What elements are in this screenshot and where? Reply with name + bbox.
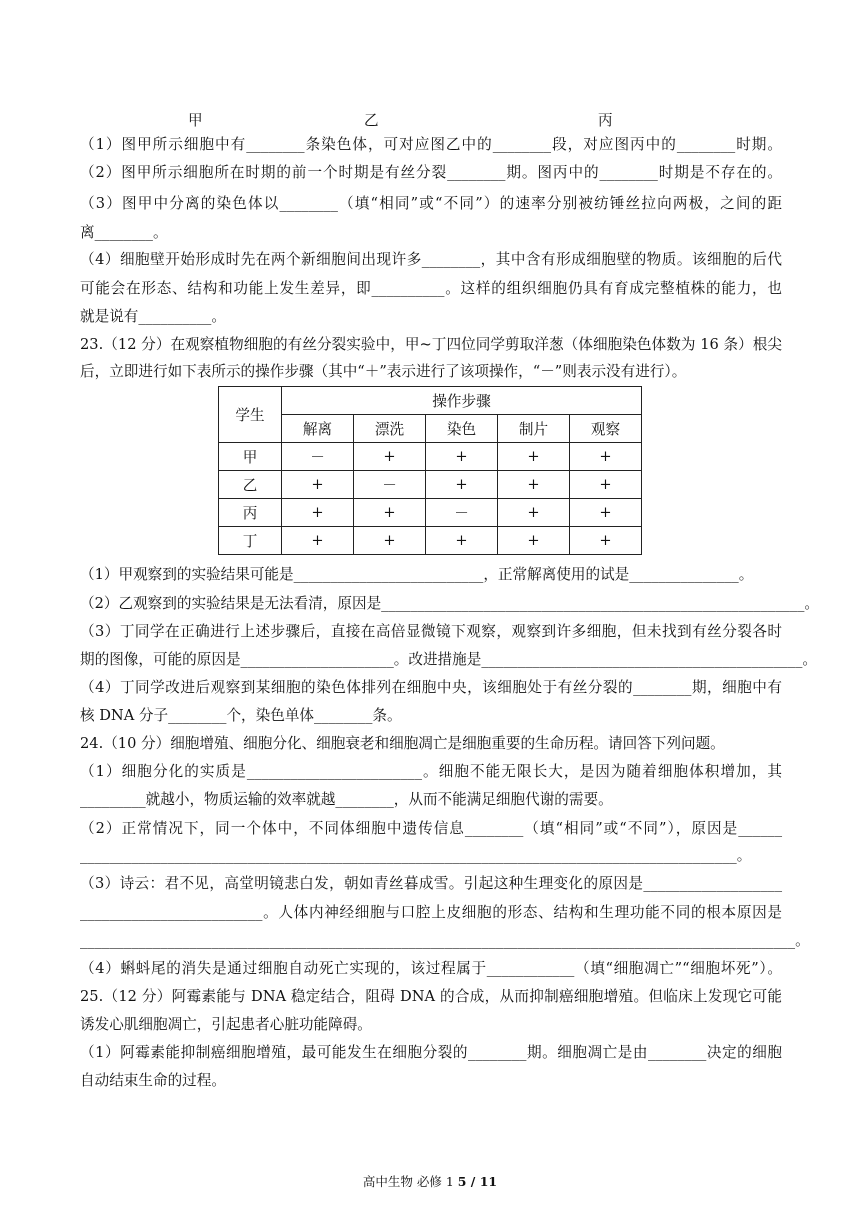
q23-part2: （2）乙观察到的实验结果是无法看清，原因是__________________________________________________________。 [80,595,819,612]
table-row [219,527,642,555]
column-header: 染色 [426,415,498,443]
q25-stem-line2: 诱发心肌细胞凋亡，引起患者心脏功能障碍。 [80,1016,372,1033]
table-cell: + [570,527,642,555]
q23-part1: （1）甲观察到的实验结果可能是__________________________，正常解离使用的试是_______________。 [80,566,754,583]
table-cell: + [498,527,570,555]
table-cell: + [426,443,498,471]
page-footer [0,1172,860,1190]
q22-part4-line1: （4）细胞壁开始形成时先在两个新细胞间出现许多________，其中含有形成细胞壁的物质。该细胞的后代 [80,251,782,268]
table-cell: + [498,471,570,499]
q24-part2-line2: __________________________________________________________________________________________。 [80,847,752,864]
table-cell: + [282,527,354,555]
table-cell: + [570,471,642,499]
table-row [219,443,642,471]
table-cell: + [426,527,498,555]
table-cell: + [354,443,426,471]
table-cell: － [426,499,498,527]
q24-stem: 24.（10 分）细胞增殖、细胞分化、细胞衰老和细胞凋亡是细胞重要的生命历程。请回答下列问题。 [80,735,725,752]
table-cell: + [354,527,426,555]
q22-part4-line2: 可能会在形态、结构和功能上发生差异，即__________。这样的组织细胞仍具有育成完整植株的能力，也 [80,280,782,297]
table-cell: － [354,471,426,499]
q24-part3-line3: __________________________________________________________________________________________________。 [80,932,810,949]
column-header: 漂洗 [354,415,426,443]
page-number: 5 / 11 [457,1174,498,1189]
table-cell: + [282,499,354,527]
q22-part4-line3: 就是说有__________。 [80,308,226,325]
table-cell: + [570,443,642,471]
q24-part3-line1: （3）诗云：君不见，高堂明镜悲白发，朝如青丝暮成雪。引起这种生理变化的原因是___________________ [80,875,782,892]
table-subheader-row [219,415,642,443]
q22-part3-line1: （3）图甲中分离的染色体以________（填“相同”或“不同”）的速率分别被纺锤丝拉向两极，之间的距 [80,195,782,212]
q24-part2-line1: （2）正常情况下，同一个体中，不同体细胞中遗传信息________（填“相同”或“不同”），原因是______ [80,820,782,837]
figure-label-yi: 乙 [364,112,379,129]
q25-part1-line2: 自动结束生命的过程。 [80,1072,226,1089]
q22-part1: （1）图甲所示细胞中有________条染色体，可对应图乙中的________段，对应图丙中的________时期。 [80,136,782,153]
column-header: 观察 [570,415,642,443]
row-student: 甲 [219,443,282,471]
row-student: 丙 [219,499,282,527]
q23-part4-line2: 核 DNA 分子________个，染色单体________条。 [80,707,402,724]
q22-part2: （2）图甲所示细胞所在时期的前一个时期是有丝分裂________期。图丙中的________时期是不存在的。 [80,164,782,181]
q25-stem-line1: 25.（12 分）阿霉素能与 DNA 稳定结合，阻碍 DNA 的合成，从而抑制癌细胞增殖。但临床上发现它可能 [80,988,782,1005]
header-steps: 操作步骤 [282,387,642,415]
table-row [219,499,642,527]
operation-steps-table [218,386,642,555]
row-student: 乙 [219,471,282,499]
table-cell: + [498,443,570,471]
table-cell: + [570,499,642,527]
figure-label-jia: 甲 [188,112,203,129]
q23-stem-line2: 后，立即进行如下表所示的操作步骤（其中“＋”表示进行了该项操作，“－”则表示没有进行）。 [80,363,687,380]
table-header-row [219,387,642,415]
q24-part4: （4）蝌蚪尾的消失是通过细胞自动死亡实现的，该过程属于____________（填“细胞凋亡”“细胞坏死”）。 [80,960,782,977]
table-row [219,471,642,499]
q24-part1-line2: _________就越小，物质运输的效率就越________，从而不能满足细胞代谢的需要。 [80,791,613,808]
q23-part4-line1: （4）丁同学改进后观察到某细胞的染色体排列在细胞中央，该细胞处于有丝分裂的________期，细胞中有 [80,679,782,696]
row-student: 丁 [219,527,282,555]
table-cell: + [498,499,570,527]
column-header: 制片 [498,415,570,443]
q24-part1-line1: （1）细胞分化的实质是________________________。细胞不能无限长大，是因为随着细胞体积增加，其 [80,763,782,780]
q22-part3-line2: 离________。 [80,224,168,241]
figure-label-bing: 丙 [598,112,613,129]
q25-part1-line1: （1）阿霉素能抑制癌细胞增殖，最可能发生在细胞分裂的________期。细胞凋亡是由________决定的细胞 [80,1044,782,1061]
q24-part3-line2: _________________________。人体内神经细胞与口腔上皮细胞的形态、结构和生理功能不同的根本原因是 [80,904,782,921]
table-cell: + [282,471,354,499]
header-student: 学生 [219,387,282,443]
column-header: 解离 [282,415,354,443]
table-cell: + [426,471,498,499]
q23-part3-line1: （3）丁同学在正确进行上述步骤后，直接在高倍显微镜下观察，观察到许多细胞，但未找到有丝分裂各时 [80,623,782,640]
table-cell: － [282,443,354,471]
footer-subject: 高中生物 必修 1 [362,1174,458,1189]
table-cell: + [354,499,426,527]
q23-stem-line1: 23.（12 分）在观察植物细胞的有丝分裂实验中，甲~丁四位同学剪取洋葱（体细胞染色体数为 16 条）根尖 [80,336,782,353]
q23-part3-line2: 期的图像，可能的原因是_____________________。改进措施是____________________________________________。 [80,651,817,668]
